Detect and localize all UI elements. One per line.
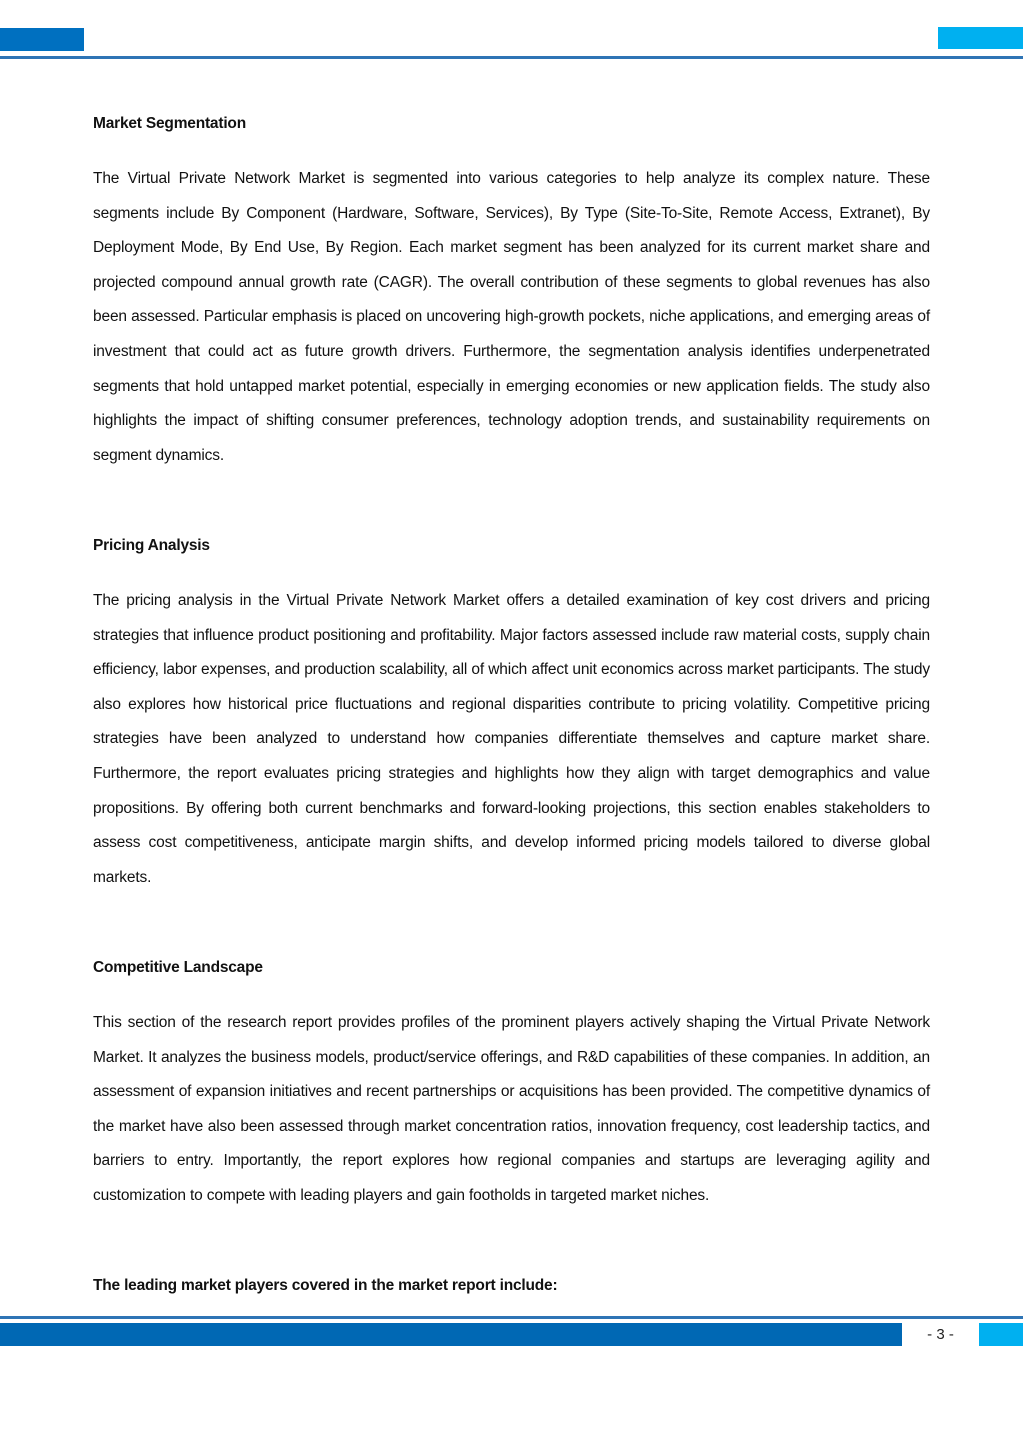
section-body-competitive-landscape: This section of the research report provides profiles of the prominent players actively shaping the Virtual Private Network Market. It analyzes the business models, product/service offerings, and R&D capabilities of these companies. In addition, an assessment of expansion initiatives and recent partnerships or acquisitions has been provided. The competitive dynamics of the market have also been assessed through market concentration ratios, innovation frequency, cost leadership tactics, and barriers to entry. Importantly, the report explores how regional companies and startups are leveraging agility and customization to compete with leading players and gain footholds in targeted market niches. (93, 1014, 930, 1204)
header-rule (0, 56, 1023, 59)
footer-bar (0, 1323, 902, 1346)
section-body-pricing-analysis: The pricing analysis in the Virtual Private Network Market offers a detailed examination of key cost drivers and pricing strategies that influence product positioning and profitability. Major factors assessed include raw material costs, supply chain efficiency, labor expenses, and production scalability, all of which affect unit economics across market participants. The study also explores how historical price fluctuations and regional disparities contribute to pricing volatility. Competitive pricing strategies have been analyzed to understand how companies differentiate themselves and capture market share. Furthermore, the report evaluates pricing strategies and highlights how they align with target demographics and value propositions. By offering both current benchmarks and forward-looking projections, this section enables stakeholders to assess cost competitiveness, anticipate margin shifts, and develop informed pricing models tailored to diverse global markets. (93, 592, 930, 886)
section-heading-pricing-analysis: Pricing Analysis (93, 537, 210, 554)
section-heading-leading-players: The leading market players covered in the market report include: (93, 1277, 558, 1294)
section-body-market-segmentation: The Virtual Private Network Market is segmented into various categories to help analyze its complex nature. These segments include By Component (Hardware, Software, Services), By Type (Site-To-Site, Remote Access, Extranet), By Deployment Mode, By End Use, By Region. Each market segment has been analyzed for its current market share and projected compound annual growth rate (CAGR). The overall contribution of these segments to global revenues has also been assessed. Particular emphasis is placed on uncovering high-growth pockets, niche applications, and emerging areas of investment that could act as future growth drivers. Furthermore, the segmentation analysis identifies underpenetrated segments that hold untapped market potential, especially in emerging economies or new application fields. The study also highlights the impact of shifting consumer preferences, technology adoption trends, and sustainability requirements on segment dynamics. (93, 170, 930, 464)
section-heading-market-segmentation: Market Segmentation (93, 115, 246, 132)
footer-rule (0, 1316, 1023, 1319)
footer-right-block (979, 1323, 1023, 1346)
header-right-bar (938, 27, 1023, 49)
section-heading-competitive-landscape: Competitive Landscape (93, 959, 263, 976)
header-left-bar (0, 28, 84, 51)
page-number: - 3 - (927, 1326, 954, 1343)
